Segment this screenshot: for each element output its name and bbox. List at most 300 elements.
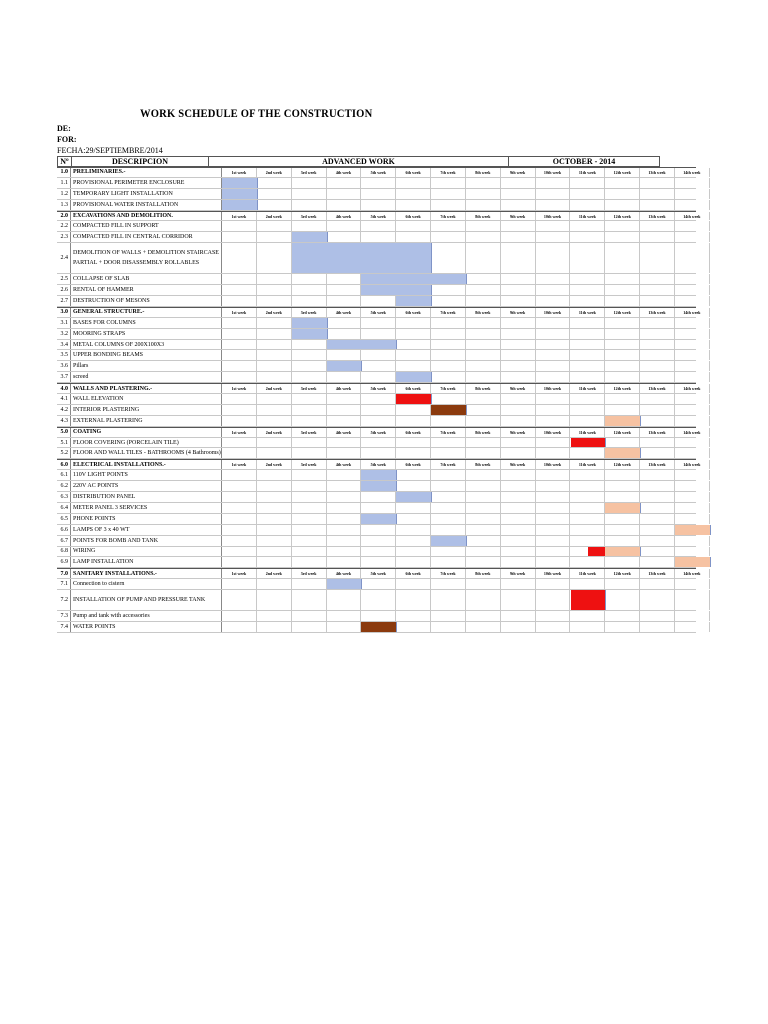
week-cell — [605, 394, 640, 404]
week-cell — [327, 590, 362, 610]
table-row — [57, 285, 696, 296]
week-cell — [466, 514, 501, 524]
row-description: Pillars — [71, 361, 222, 371]
row-description: EXTERNAL PLASTERING — [71, 416, 222, 426]
week-cell — [257, 438, 292, 448]
week-cell — [570, 611, 605, 621]
week-cell — [222, 503, 257, 513]
week-cell — [536, 200, 571, 210]
week-cell — [605, 590, 640, 610]
week-cell — [605, 296, 640, 306]
week-cell — [675, 416, 710, 426]
week-cell — [466, 611, 501, 621]
week-cell — [466, 243, 501, 273]
week-cell — [292, 178, 327, 188]
week-label: 4th week — [327, 569, 362, 578]
week-cell — [605, 470, 640, 480]
week-cell — [605, 438, 640, 448]
for-label: FOR: — [57, 135, 77, 144]
week-label: 12th week — [605, 428, 640, 437]
week-cell — [501, 285, 536, 295]
week-cell — [327, 274, 362, 284]
row-description: PROVISIONAL WATER INSTALLATION — [71, 200, 222, 210]
row-description: WIRING — [71, 547, 222, 557]
week-cell — [327, 525, 362, 535]
week-cell — [466, 492, 501, 502]
week-cell — [466, 503, 501, 513]
week-cell — [257, 372, 292, 382]
row-description: UPPER BONDING BEAMS — [71, 350, 222, 360]
week-cell — [570, 350, 605, 360]
week-cell — [536, 514, 571, 524]
week-cell — [361, 579, 396, 589]
week-cell — [257, 318, 292, 328]
week-label: 9th week — [501, 569, 536, 578]
week-cell — [431, 416, 466, 426]
row-number: 3.4 — [57, 340, 71, 350]
week-label: 12th week — [605, 569, 640, 578]
week-cell — [396, 622, 431, 632]
week-cell — [222, 579, 257, 589]
gantt-bar — [396, 285, 432, 295]
week-cell — [536, 243, 571, 273]
row-description: WATER POINTS — [71, 622, 222, 632]
week-cell — [257, 481, 292, 491]
week-cell — [257, 547, 292, 557]
table-row — [57, 611, 696, 622]
row-description: 110V LIGHT POINTS — [71, 470, 222, 480]
week-cell — [570, 318, 605, 328]
week-cell — [327, 611, 362, 621]
gantt-bar — [361, 340, 397, 350]
week-cell — [605, 492, 640, 502]
row-number: 3.1 — [57, 318, 71, 328]
week-cell — [396, 329, 431, 339]
week-cell — [640, 590, 675, 610]
week-cell — [431, 394, 466, 404]
week-cell — [327, 329, 362, 339]
row-number: 6.4 — [57, 503, 71, 513]
week-cell — [292, 296, 327, 306]
week-cell — [536, 547, 571, 557]
week-cell — [501, 492, 536, 502]
gantt-bar — [571, 590, 607, 610]
table-row — [57, 189, 696, 200]
gantt-bar — [292, 232, 328, 242]
week-cell — [501, 611, 536, 621]
row-number: 2.4 — [57, 243, 71, 273]
week-cell — [292, 536, 327, 546]
week-cell — [361, 557, 396, 567]
week-cell — [222, 611, 257, 621]
week-cell — [257, 200, 292, 210]
week-label: 2nd week — [257, 460, 292, 469]
week-cell — [361, 416, 396, 426]
week-cell — [501, 448, 536, 458]
week-cell — [292, 340, 327, 350]
week-cell — [501, 329, 536, 339]
week-cell — [466, 361, 501, 371]
header-month: OCTOBER - 2014 — [508, 156, 660, 167]
week-cell — [327, 438, 362, 448]
week-cell — [570, 503, 605, 513]
week-cell — [605, 611, 640, 621]
week-label: 8th week — [466, 460, 501, 469]
week-cell — [431, 622, 466, 632]
week-cell — [640, 318, 675, 328]
week-cell — [257, 350, 292, 360]
week-cell — [292, 372, 327, 382]
week-label: 1st week — [222, 308, 257, 317]
week-cell — [640, 481, 675, 491]
row-number: 3.7 — [57, 372, 71, 382]
week-cell — [292, 416, 327, 426]
week-cell — [501, 189, 536, 199]
week-label: 5th week — [361, 569, 396, 578]
week-cell — [640, 243, 675, 273]
week-cell — [257, 590, 292, 610]
week-label: 10th week — [536, 168, 571, 177]
week-cell — [361, 178, 396, 188]
week-cell — [257, 536, 292, 546]
week-label: 4th week — [327, 308, 362, 317]
week-cell — [501, 350, 536, 360]
week-cell — [466, 318, 501, 328]
week-cell — [536, 557, 571, 567]
gantt-bar — [361, 622, 397, 632]
week-cell — [396, 448, 431, 458]
week-cell — [536, 189, 571, 199]
row-description: EXCAVATIONS AND DEMOLITION. — [71, 212, 222, 221]
week-label: 5th week — [361, 384, 396, 393]
page-title: WORK SCHEDULE OF THE CONSTRUCTION — [140, 108, 373, 120]
week-cell — [536, 178, 571, 188]
week-cell — [605, 189, 640, 199]
week-cell — [640, 405, 675, 415]
week-cell — [466, 296, 501, 306]
week-label: 5th week — [361, 168, 396, 177]
row-number: 5.1 — [57, 438, 71, 448]
week-label: 8th week — [466, 212, 501, 221]
week-cell — [431, 438, 466, 448]
week-cell — [501, 579, 536, 589]
week-label: 10th week — [536, 384, 571, 393]
week-cell — [640, 285, 675, 295]
section-row — [57, 459, 701, 470]
week-label: 10th week — [536, 460, 571, 469]
section-row — [57, 167, 701, 178]
week-cell — [257, 503, 292, 513]
week-cell — [431, 361, 466, 371]
week-cell — [536, 611, 571, 621]
column-header-description: DESCRIPCION — [71, 156, 209, 167]
week-label: 9th week — [501, 384, 536, 393]
week-cell — [605, 329, 640, 339]
week-cell — [605, 536, 640, 546]
week-cell — [292, 285, 327, 295]
week-cell — [431, 350, 466, 360]
week-cell — [292, 622, 327, 632]
week-cell — [640, 329, 675, 339]
week-cell — [536, 232, 571, 242]
week-label: 7th week — [431, 308, 466, 317]
week-cell — [222, 350, 257, 360]
row-description: WALLS AND PLASTERING.- — [71, 384, 222, 393]
week-label: 14th week — [675, 460, 710, 469]
week-label: 6th week — [396, 428, 431, 437]
week-cell — [257, 285, 292, 295]
week-cell — [327, 189, 362, 199]
week-cell — [257, 329, 292, 339]
week-cell — [292, 492, 327, 502]
gantt-bar — [222, 178, 258, 188]
gantt-bar — [361, 470, 397, 480]
week-cell — [675, 243, 710, 273]
week-cell — [501, 340, 536, 350]
week-cell — [327, 514, 362, 524]
week-cell — [327, 232, 362, 242]
week-cell — [640, 557, 675, 567]
gantt-bar — [605, 448, 641, 458]
table-row — [57, 372, 696, 383]
gantt-bar — [222, 189, 258, 199]
week-cell — [501, 557, 536, 567]
week-cell — [501, 470, 536, 480]
week-cell — [222, 372, 257, 382]
week-cell — [431, 232, 466, 242]
week-label: 13th week — [640, 460, 675, 469]
week-cell — [501, 221, 536, 231]
table-row — [57, 178, 696, 189]
week-cell — [361, 611, 396, 621]
gantt-bar — [327, 579, 363, 589]
week-cell — [466, 557, 501, 567]
week-cell — [396, 350, 431, 360]
row-number: 4.1 — [57, 394, 71, 404]
week-cell — [222, 394, 257, 404]
row-description: COMPACTED FILL IN CENTRAL CORRIDOR — [71, 232, 222, 242]
table-row — [57, 438, 696, 449]
week-cell — [605, 579, 640, 589]
week-cell — [292, 189, 327, 199]
week-cell — [570, 285, 605, 295]
week-label: 5th week — [361, 308, 396, 317]
week-cell — [570, 525, 605, 535]
week-cell — [396, 579, 431, 589]
gantt-bar — [292, 318, 328, 328]
week-cell — [292, 481, 327, 491]
row-description: METER PANEL 3 SERVICES — [71, 503, 222, 513]
row-number: 3.5 — [57, 350, 71, 360]
week-cell — [431, 329, 466, 339]
week-cell — [292, 394, 327, 404]
table-row — [57, 318, 696, 329]
week-label: 8th week — [466, 428, 501, 437]
week-label: 5th week — [361, 212, 396, 221]
row-number: 6.6 — [57, 525, 71, 535]
week-label: 7th week — [431, 460, 466, 469]
row-number: 7.0 — [57, 569, 71, 578]
week-label: 3rd week — [292, 212, 327, 221]
week-cell — [257, 243, 292, 273]
row-description: 220V AC POINTS — [71, 481, 222, 491]
week-label: 1st week — [222, 460, 257, 469]
week-label: 8th week — [466, 308, 501, 317]
week-cell — [640, 189, 675, 199]
week-cell — [431, 285, 466, 295]
row-number: 4.2 — [57, 405, 71, 415]
week-cell — [431, 318, 466, 328]
week-label: 1st week — [222, 569, 257, 578]
week-cell — [536, 503, 571, 513]
section-row — [57, 427, 701, 438]
row-number: 2.0 — [57, 212, 71, 221]
row-number: 2.6 — [57, 285, 71, 295]
week-cell — [292, 557, 327, 567]
week-cell — [292, 579, 327, 589]
gantt-bar — [431, 274, 467, 284]
row-description: MOORING STRAPS — [71, 329, 222, 339]
week-cell — [675, 438, 710, 448]
week-cell — [396, 318, 431, 328]
week-label: 7th week — [431, 428, 466, 437]
week-cell — [675, 492, 710, 502]
row-number: 1.3 — [57, 200, 71, 210]
week-cell — [640, 622, 675, 632]
gantt-bar — [292, 329, 328, 339]
week-label: 6th week — [396, 212, 431, 221]
week-cell — [292, 503, 327, 513]
week-cell — [257, 232, 292, 242]
table-row — [57, 514, 696, 525]
table-row — [57, 221, 696, 232]
week-cell — [257, 296, 292, 306]
week-cell — [570, 178, 605, 188]
week-label: 13th week — [640, 569, 675, 578]
week-label: 10th week — [536, 428, 571, 437]
week-cell — [396, 547, 431, 557]
week-cell — [675, 448, 710, 458]
row-number: 6.2 — [57, 481, 71, 491]
week-cell — [292, 448, 327, 458]
week-cell — [327, 221, 362, 231]
week-cell — [431, 340, 466, 350]
week-cell — [222, 547, 257, 557]
week-cell — [361, 221, 396, 231]
week-cell — [257, 622, 292, 632]
week-cell — [501, 232, 536, 242]
week-cell — [536, 525, 571, 535]
table-row — [57, 536, 696, 547]
week-cell — [466, 189, 501, 199]
week-cell — [675, 296, 710, 306]
row-number: 3.6 — [57, 361, 71, 371]
week-label: 3rd week — [292, 308, 327, 317]
week-cell — [640, 579, 675, 589]
week-label: 13th week — [640, 428, 675, 437]
week-label: 5th week — [361, 460, 396, 469]
week-cell — [675, 340, 710, 350]
week-cell — [675, 329, 710, 339]
week-label: 10th week — [536, 569, 571, 578]
week-cell — [257, 178, 292, 188]
week-cell — [675, 189, 710, 199]
week-cell — [570, 405, 605, 415]
week-cell — [466, 470, 501, 480]
gantt-bar — [361, 243, 397, 273]
week-cell — [466, 405, 501, 415]
week-cell — [570, 243, 605, 273]
table-row — [57, 243, 696, 274]
week-cell — [675, 361, 710, 371]
week-cell — [292, 514, 327, 524]
week-cell — [640, 416, 675, 426]
row-number: 1.2 — [57, 189, 71, 199]
week-cell — [675, 622, 710, 632]
week-cell — [222, 470, 257, 480]
week-cell — [292, 611, 327, 621]
week-label: 1st week — [222, 428, 257, 437]
table-row — [57, 547, 696, 558]
week-cell — [466, 622, 501, 632]
week-cell — [361, 503, 396, 513]
date-label: FECHA:29/SEPTIEMBRE/2014 — [57, 146, 163, 155]
week-cell — [292, 274, 327, 284]
week-cell — [605, 350, 640, 360]
week-cell — [466, 221, 501, 231]
week-cell — [222, 361, 257, 371]
table-row — [57, 525, 696, 536]
week-label: 8th week — [466, 168, 501, 177]
week-cell — [257, 611, 292, 621]
week-cell — [431, 547, 466, 557]
week-cell — [257, 557, 292, 567]
week-cell — [327, 481, 362, 491]
week-cell — [640, 448, 675, 458]
week-cell — [466, 200, 501, 210]
week-cell — [431, 503, 466, 513]
week-cell — [466, 285, 501, 295]
week-label: 5th week — [361, 428, 396, 437]
week-cell — [396, 481, 431, 491]
week-cell — [396, 525, 431, 535]
week-cell — [222, 448, 257, 458]
row-description: GENERAL STRUCTURE.- — [71, 308, 222, 317]
week-label: 14th week — [675, 428, 710, 437]
week-cell — [675, 547, 710, 557]
week-cell — [466, 372, 501, 382]
week-cell — [536, 340, 571, 350]
week-cell — [292, 470, 327, 480]
week-cell — [431, 296, 466, 306]
row-description: COMPACTED FILL IN SUPPORT — [71, 221, 222, 231]
week-cell — [257, 394, 292, 404]
week-cell — [292, 547, 327, 557]
week-cell — [431, 189, 466, 199]
week-cell — [501, 372, 536, 382]
row-description: RENTAL OF HAMMER — [71, 285, 222, 295]
week-cell — [570, 557, 605, 567]
week-cell — [570, 200, 605, 210]
row-number: 4.3 — [57, 416, 71, 426]
week-cell — [536, 361, 571, 371]
week-label: 13th week — [640, 308, 675, 317]
week-cell — [501, 416, 536, 426]
week-cell — [396, 514, 431, 524]
week-label: 11th week — [570, 569, 605, 578]
week-cell — [536, 579, 571, 589]
week-cell — [431, 492, 466, 502]
